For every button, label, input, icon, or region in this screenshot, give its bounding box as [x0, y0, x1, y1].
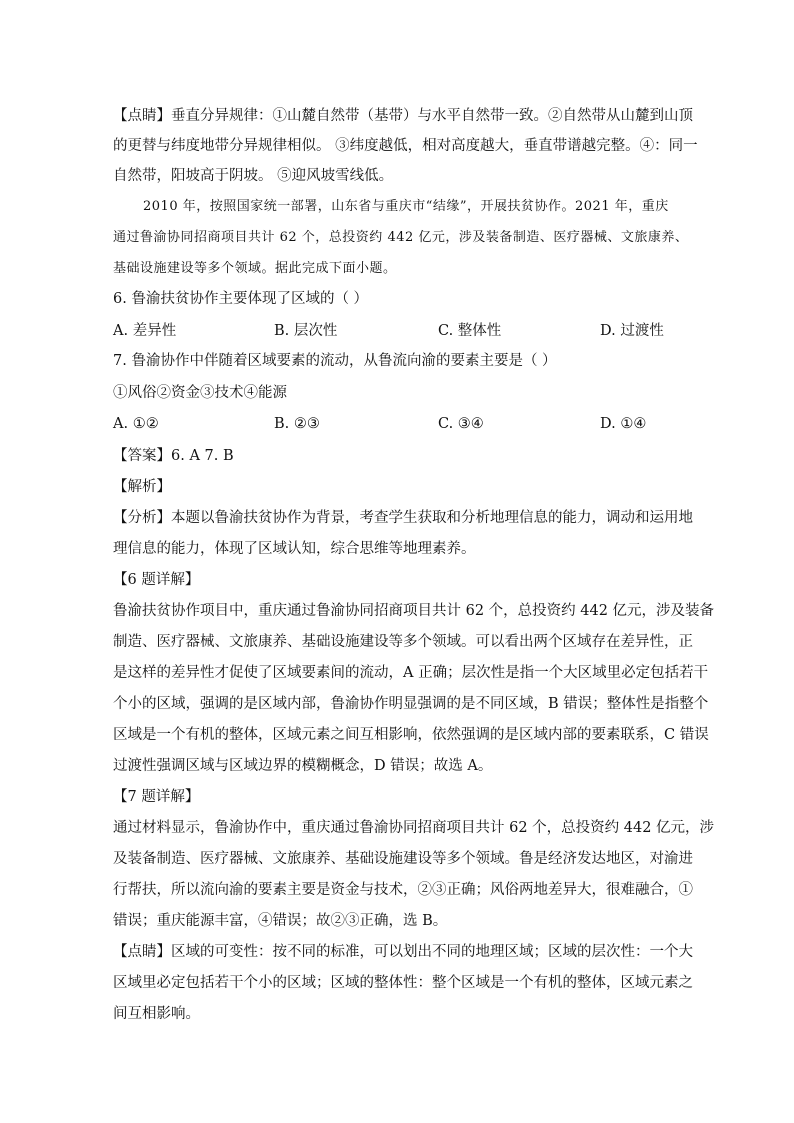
- dianjing-2-line-3: 间互相影响。: [113, 1006, 200, 1022]
- question-7-items: ①风俗②资金③技术④能源: [113, 385, 287, 401]
- detail-6-line-6: 过渡性强调区域与区域边界的模糊概念，D 错误；故选 A。: [113, 758, 493, 774]
- material-line-3: 基础设施建设等多个领域。据此完成下面小题。: [113, 261, 397, 276]
- question-6-option-a: A. 差异性: [113, 323, 177, 339]
- question-7-stem: 7. 鲁渝协作中伴随着区域要素的流动，从鲁流向渝的要素主要是（ ）: [113, 353, 557, 369]
- analysis-line-2: 理信息的能力，体现了区域认知，综合思维等地理素养。: [113, 541, 476, 557]
- material-line-1: 2010 年，按照国家统一部署，山东省与重庆市“结缘”，开展扶贫协作。2021 年，重庆: [143, 199, 669, 214]
- question-6-option-c: C. 整体性: [438, 323, 502, 339]
- detail-7-line-3: 行帮扶，所以流向渝的要素主要是资金与技术，②③正确；风俗两地差异大，很难融合，①: [113, 882, 693, 898]
- material-line-2: 通过鲁渝协同招商项目共计 62 个，总投资约 442 亿元，涉及装备制造、医疗器械、文旅康养、: [113, 230, 689, 245]
- dianjing-1-line-3: 自然带，阳坡高于阴坡。 ⑤迎风坡雪线低。: [113, 168, 394, 184]
- analysis-line-1: 【分析】本题以鲁渝扶贫协作为背景，考查学生获取和分析地理信息的能力，调动和运用地: [113, 510, 693, 526]
- dianjing-2-line-1: 【点睛】区域的可变性：按不同的标准，可以划出不同的地理区域；区域的层次性：一个大: [113, 944, 693, 960]
- answer-line: 【答案】6. A 7. B: [113, 448, 234, 464]
- question-7-option-b: B. ②③: [274, 416, 320, 432]
- question-6-option-b: B. 层次性: [274, 323, 338, 339]
- dianjing-2-line-2: 区域里必定包括若干个小的区域；区域的整体性：整个区域是一个有机的整体，区域元素之: [113, 975, 693, 991]
- detail-6-line-3: 是这样的差异性才促使了区域要素间的流动，A 正确；层次性是指一个大区域里必定包括若干: [113, 665, 709, 681]
- question-7-option-c: C. ③④: [438, 416, 484, 432]
- jiexi-heading: 【解析】: [113, 479, 171, 495]
- dianjing-1-line-1: 【点睛】垂直分异规律：①山麓自然带（基带）与水平自然带一致。②自然带从山麓到山顶: [113, 108, 693, 124]
- question-6-stem: 6. 鲁渝扶贫协作主要体现了区域的（ ）: [113, 291, 369, 307]
- detail-7-line-1: 通过材料显示，鲁渝协作中，重庆通过鲁渝协同招商项目共计 62 个，总投资约 442 亿元，涉: [113, 820, 715, 836]
- detail-6-line-5: 区域是一个有机的整体，区域元素之间互相影响，依然强调的是区域内部的要素联系，C 错误: [113, 727, 709, 743]
- question-6-option-d: D. 过渡性: [600, 323, 664, 339]
- detail-6-title: 【6 题详解】: [113, 572, 200, 588]
- detail-7-title: 【7 题详解】: [113, 789, 200, 805]
- detail-6-line-1: 鲁渝扶贫协作项目中，重庆通过鲁渝协同招商项目共计 62 个，总投资约 442 亿元，涉及装备: [113, 603, 715, 619]
- detail-7-line-2: 及装备制造、医疗器械、文旅康养、基础设施建设等多个领域。鲁是经济发达地区，对渝进: [113, 851, 693, 867]
- detail-6-line-4: 个小的区域，强调的是区域内部，鲁渝协作明显强调的是不同区域，B 错误；整体性是指整个: [113, 696, 709, 712]
- detail-7-line-4: 错误；重庆能源丰富，④错误；故②③正确，选 B。: [113, 913, 448, 929]
- dianjing-1-line-2: 的更替与纬度地带分异规律相似。 ③纬度越低，相对高度越大，垂直带谱越完整。④：同一: [113, 138, 698, 154]
- question-7-option-d: D. ①④: [600, 416, 647, 432]
- question-7-option-a: A. ①②: [113, 416, 159, 432]
- detail-6-line-2: 制造、医疗器械、文旅康养、基础设施建设等多个领域。可以看出两个区域存在差异性，正: [113, 634, 693, 650]
